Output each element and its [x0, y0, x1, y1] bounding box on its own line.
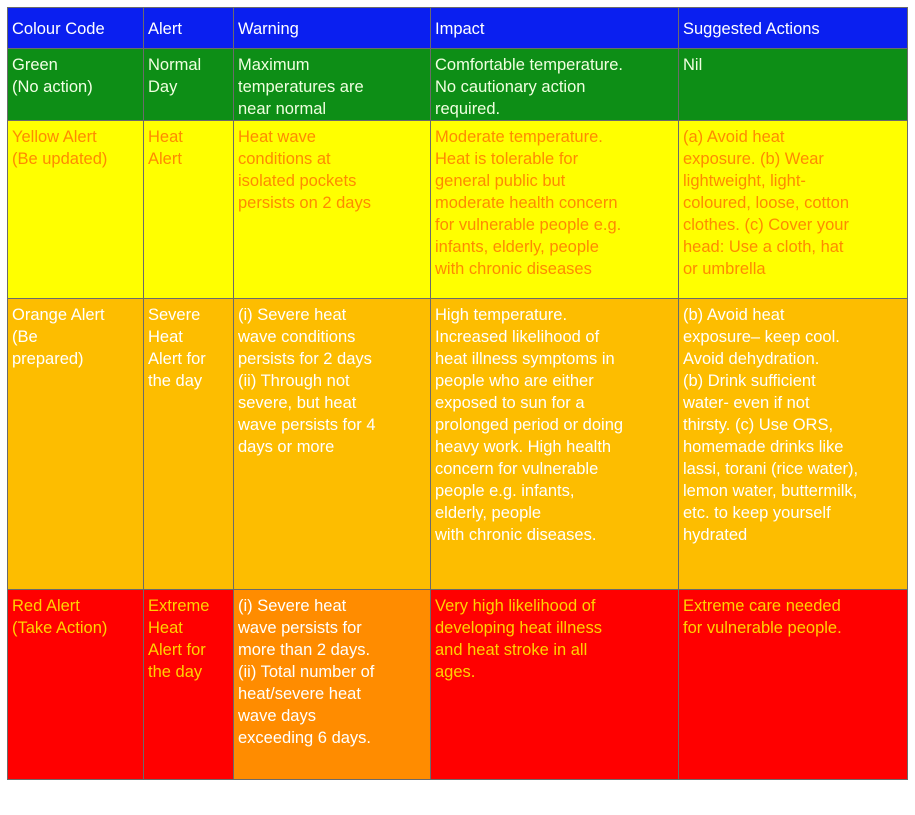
cell-line: with chronic diseases	[435, 260, 592, 278]
cell-line: Day	[148, 78, 178, 96]
cell-colour-code	[8, 49, 144, 121]
cell-line: conditions at	[238, 150, 331, 168]
cell-line: Extreme care needed	[683, 597, 841, 615]
cell-line: persists for 2 days	[238, 350, 372, 368]
heat-alert-table-container	[7, 7, 907, 780]
heat-alert-table	[7, 7, 908, 780]
cell-impact	[431, 121, 679, 299]
header-alert: Alert	[144, 8, 234, 49]
cell-line: Alert	[148, 150, 182, 168]
cell-alert	[144, 590, 234, 780]
cell-line: Comfortable temperature.	[435, 56, 624, 74]
cell-line: coloured, loose, cotton	[683, 194, 850, 212]
cell-line: the day	[148, 372, 203, 390]
cell-suggested-actions	[679, 590, 908, 780]
cell-line: Normal	[148, 56, 202, 74]
cell-line: (Be updated)	[12, 150, 108, 168]
cell-line: (a) Avoid heat	[683, 128, 785, 146]
cell-line: (Take Action)	[12, 619, 108, 637]
cell-line: Avoid dehydration.	[683, 350, 820, 368]
cell-alert	[144, 299, 234, 590]
cell-line: exposed to sun for a	[435, 394, 585, 412]
header-warning: Warning	[234, 8, 431, 49]
cell-line: wave persists for	[238, 619, 362, 637]
cell-line: days or more	[238, 438, 335, 456]
cell-line: prepared)	[12, 350, 84, 368]
cell-impact	[431, 299, 679, 590]
header-suggested-actions: Suggested Actions	[679, 8, 908, 49]
cell-line: Orange Alert	[12, 306, 105, 324]
cell-line: severe, but heat	[238, 394, 357, 412]
cell-line: lassi, torani (rice water),	[683, 460, 859, 478]
cell-line: Heat	[148, 328, 183, 346]
cell-line: ages.	[435, 663, 476, 681]
cell-line: heat/severe heat	[238, 685, 361, 703]
cell-line: (i) Severe heat	[238, 306, 347, 324]
cell-line: Red Alert	[12, 597, 80, 615]
cell-line: prolonged period or doing	[435, 416, 624, 434]
table-row-orange	[8, 299, 908, 590]
cell-line: Yellow Alert	[12, 128, 97, 146]
cell-warning	[234, 299, 431, 590]
cell-suggested-actions	[679, 49, 908, 121]
cell-line: wave days	[238, 707, 316, 725]
cell-line: moderate health concern	[435, 194, 618, 212]
cell-alert	[144, 49, 234, 121]
cell-line: heavy work. High health	[435, 438, 612, 456]
cell-line: (b) Avoid heat	[683, 306, 785, 324]
cell-line: (No action)	[12, 78, 93, 96]
cell-line: concern for vulnerable	[435, 460, 599, 478]
cell-line: and heat stroke in all	[435, 641, 588, 659]
cell-line: Heat	[148, 128, 183, 146]
cell-line: people e.g. infants,	[435, 482, 575, 500]
table-row-green	[8, 49, 908, 121]
cell-line: for vulnerable people e.g.	[435, 216, 622, 234]
cell-line: (i) Severe heat	[238, 597, 347, 615]
cell-line: with chronic diseases.	[435, 526, 597, 544]
cell-impact	[431, 49, 679, 121]
cell-line: wave conditions	[238, 328, 356, 346]
cell-line: Severe	[148, 306, 201, 324]
cell-line: (Be	[12, 328, 38, 346]
cell-line: No cautionary action	[435, 78, 586, 96]
cell-line: wave persists for 4	[238, 416, 376, 434]
cell-line: Nil	[683, 56, 703, 74]
header-impact: Impact	[431, 8, 679, 49]
cell-line: Maximum	[238, 56, 310, 74]
cell-line: isolated pockets	[238, 172, 357, 190]
cell-line: exceeding 6 days.	[238, 729, 372, 747]
cell-line: for vulnerable people.	[683, 619, 842, 637]
cell-colour-code	[8, 121, 144, 299]
cell-line: etc. to keep yourself	[683, 504, 831, 522]
cell-line: water- even if not	[683, 394, 810, 412]
cell-line: elderly, people	[435, 504, 542, 522]
cell-line: persists on 2 days	[238, 194, 371, 212]
cell-line: head: Use a cloth, hat	[683, 238, 844, 256]
cell-suggested-actions	[679, 299, 908, 590]
cell-line: thirsty. (c) Use ORS,	[683, 416, 834, 434]
cell-line: Heat	[148, 619, 183, 637]
cell-line: or umbrella	[683, 260, 766, 278]
cell-line: Heat wave	[238, 128, 316, 146]
cell-line: High temperature.	[435, 306, 568, 324]
cell-line: (ii) Total number of	[238, 663, 375, 681]
cell-line: (b) Drink sufficient	[683, 372, 816, 390]
cell-line: Very high likelihood of	[435, 597, 596, 615]
cell-line: lightweight, light-	[683, 172, 806, 190]
cell-line: clothes. (c) Cover your	[683, 216, 849, 234]
cell-warning	[234, 590, 431, 780]
cell-line: temperatures are	[238, 78, 364, 96]
table-row-yellow	[8, 121, 908, 299]
cell-line: hydrated	[683, 526, 748, 544]
cell-line: Heat is tolerable for	[435, 150, 579, 168]
cell-line: required.	[435, 100, 501, 118]
cell-line: heat illness symptoms in	[435, 350, 615, 368]
cell-line: lemon water, buttermilk,	[683, 482, 858, 500]
cell-warning	[234, 121, 431, 299]
cell-alert	[144, 121, 234, 299]
table-header-row	[8, 8, 908, 49]
cell-warning	[234, 49, 431, 121]
cell-line: near normal	[238, 100, 327, 118]
table-row-red	[8, 590, 908, 780]
cell-line: Increased likelihood of	[435, 328, 600, 346]
cell-colour-code	[8, 299, 144, 590]
cell-line: Alert for	[148, 641, 206, 659]
cell-line: Alert for	[148, 350, 206, 368]
cell-line: people who are either	[435, 372, 594, 390]
cell-line: homemade drinks like	[683, 438, 844, 456]
cell-line: Moderate temperature.	[435, 128, 603, 146]
header-colour-code: Colour Code	[8, 8, 144, 49]
cell-line: the day	[148, 663, 203, 681]
cell-line: infants, elderly, people	[435, 238, 599, 256]
cell-suggested-actions	[679, 121, 908, 299]
cell-colour-code	[8, 590, 144, 780]
cell-line: Extreme	[148, 597, 210, 615]
cell-line: exposure. (b) Wear	[683, 150, 824, 168]
cell-line: Green	[12, 56, 58, 74]
cell-line: general public but	[435, 172, 566, 190]
cell-line: exposure– keep cool.	[683, 328, 840, 346]
cell-line: more than 2 days.	[238, 641, 371, 659]
cell-line: (ii) Through not	[238, 372, 350, 390]
cell-line: developing heat illness	[435, 619, 602, 637]
cell-impact	[431, 590, 679, 780]
